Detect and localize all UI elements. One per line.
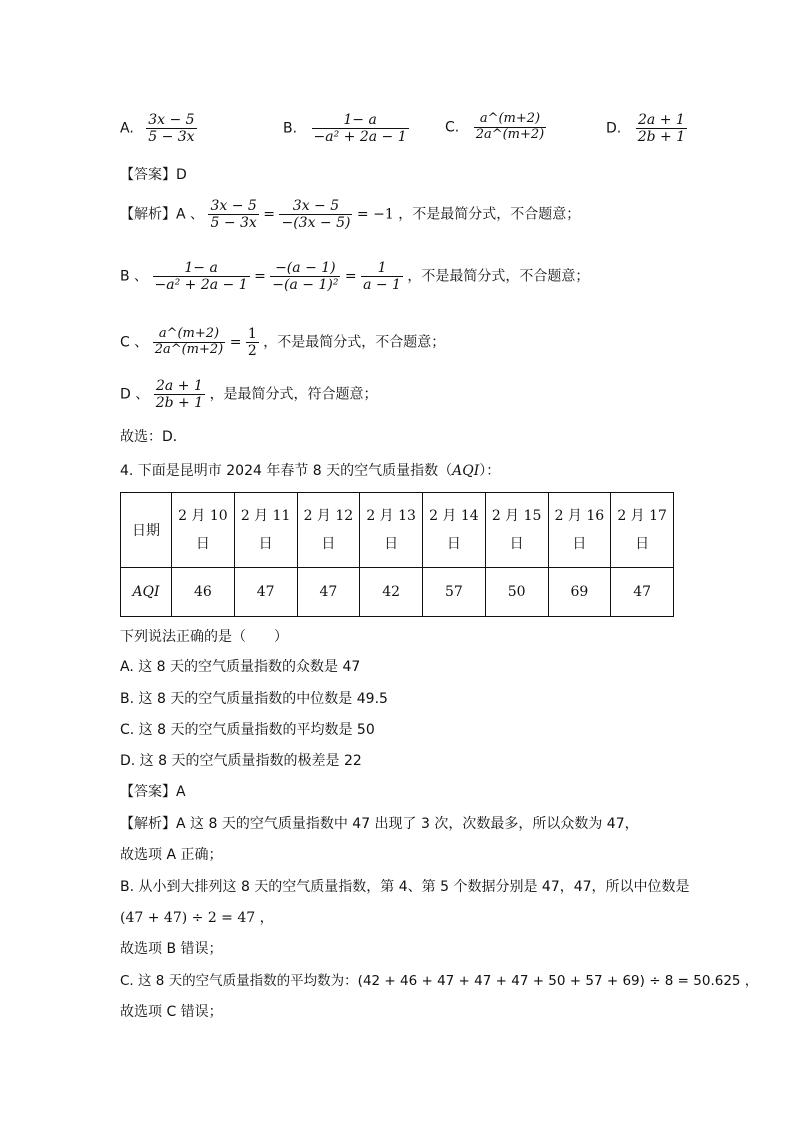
q4-analysis-line-7: 故选项 C 错误； xyxy=(120,1004,223,1020)
analysis-a-prefix: 【解析】A 、 xyxy=(120,206,205,223)
q4-prompt: 下列说法正确的是（ ） xyxy=(120,629,288,645)
date-cell xyxy=(234,493,297,568)
analysis-d-fraction-1 xyxy=(154,378,205,411)
date-top: 2 月 14 xyxy=(429,508,479,524)
q4-analysis-line-1: 【解析】A 这 8 天的空气质量指数中 47 出现了 3 次，次数最多，所以众数为 47， xyxy=(120,816,639,832)
q4-option-c: C. 这 8 天的空气质量指数的平均数是 50 xyxy=(120,722,375,738)
option-b-fraction xyxy=(312,112,409,145)
option-d-fraction xyxy=(636,112,687,145)
option-c xyxy=(445,112,546,143)
analysis-b-fraction-1 xyxy=(153,260,250,293)
date-bottom: 日 xyxy=(572,536,587,552)
analysis-a-result: = −1 xyxy=(356,206,394,223)
analysis-c-fraction-2 xyxy=(246,326,259,359)
date-top: 2 月 15 xyxy=(491,508,542,524)
q3-analysis-b: B 、 $\frac{1- a}{\text{−a² + 2a − 1}}$ = $\frac{-(a - 1)}{\text{−(a − 1)²}}$ = $\frac{1}{a - 1}$ ，不是最简分式，不合题意； xyxy=(120,260,590,294)
option-b-numerator: 1− a xyxy=(312,112,409,129)
q3-analysis-a: 【解析】A 、 $\frac{3x - 5}{5 - 3x}$ = $\frac{3x - 5}{-(3x - 5)}$ = −1 ，不是最简分式，不合题意； xyxy=(120,198,581,232)
q3-analysis-d xyxy=(120,378,378,411)
option-c-numerator: a^(m+2) xyxy=(474,112,547,128)
denominator: −a² + 2a − 1 xyxy=(154,277,248,294)
analysis-c-prefix: C 、 xyxy=(120,334,149,351)
option-d-denominator: 2b + 1 xyxy=(637,129,686,146)
option-c-label: C. xyxy=(445,119,460,136)
option-d-numerator: 2a + 1 xyxy=(636,112,687,129)
q4-analysis-line-4: (47 + 47) ÷ 2 = 47 ， xyxy=(120,910,274,926)
q4-answer: 【答案】A xyxy=(120,784,186,800)
option-b xyxy=(283,112,409,145)
aqi-value: 46 xyxy=(172,568,235,617)
table-row-dates xyxy=(121,493,674,568)
analysis-b-fraction-3 xyxy=(361,260,403,293)
analysis-d-prefix: D 、 xyxy=(120,386,150,403)
numerator: −(a − 1) xyxy=(270,260,340,277)
denominator: 5 − 3x xyxy=(210,215,257,232)
numerator: 3x − 5 xyxy=(279,198,352,215)
date-cell xyxy=(611,493,674,568)
q4-analysis-line-3: B. 从小到大排列这 8 天的空气质量指数，第 4、第 5 个数据分别是 47，47，所以中位数是 xyxy=(120,879,690,895)
numerator: 2a + 1 xyxy=(154,378,205,395)
q4-analysis-line-2: 故选项 A 正确； xyxy=(120,847,223,863)
date-cell xyxy=(297,493,360,568)
denominator: 2b + 1 xyxy=(155,395,204,412)
date-bottom: 日 xyxy=(384,536,399,552)
aqi-value: 42 xyxy=(360,568,423,617)
numerator: 3x − 5 xyxy=(210,198,257,214)
q3-answer: 【答案】D xyxy=(120,167,187,183)
option-d-label: D. xyxy=(606,120,622,137)
numerator: a^(m+2) xyxy=(153,327,226,343)
date-cell xyxy=(172,493,235,568)
q3-conclusion: 故选：D． xyxy=(120,429,187,445)
date-bottom: 日 xyxy=(635,536,650,552)
option-a-fraction xyxy=(146,112,196,145)
date-cell xyxy=(423,493,486,568)
aqi-table xyxy=(120,492,674,617)
q4-option-b: B. 这 8 天的空气质量指数的中位数是 49.5 xyxy=(120,691,388,707)
analysis-b-text: ，不是最简分式，不合题意； xyxy=(407,268,590,285)
option-b-label: B. xyxy=(283,120,298,137)
date-top: 2 月 13 xyxy=(366,508,416,524)
denominator: −(a − 1)² xyxy=(272,277,339,294)
q4-analysis-line-6: C. 这 8 天的空气质量指数的平均数为：(42 + 46 + 47 + 47 + 47 + 50 + 57 + 69) ÷ 8 = 50.625 ， xyxy=(120,973,759,989)
denominator: a − 1 xyxy=(363,277,401,294)
date-bottom: 日 xyxy=(258,536,273,552)
q4-option-a: A. 这 8 天的空气质量指数的众数是 47 xyxy=(120,659,361,675)
date-cell xyxy=(485,493,548,568)
option-a-numerator: 3x − 5 xyxy=(148,112,195,128)
date-bottom: 日 xyxy=(509,536,524,552)
table-header-aqi: AQI xyxy=(121,568,172,617)
date-bottom: 日 xyxy=(446,536,461,552)
table-header-date: 日期 xyxy=(121,493,172,568)
analysis-c-fraction-1 xyxy=(153,327,226,358)
numerator: 1 xyxy=(247,326,257,342)
denominator: 2 xyxy=(247,343,257,360)
analysis-b-prefix: B 、 xyxy=(120,268,149,285)
date-top: 2 月 12 xyxy=(303,508,354,524)
q4-stem-variable: AQI xyxy=(452,463,480,479)
aqi-value: 69 xyxy=(548,568,611,617)
q4-option-d: D. 这 8 天的空气质量指数的极差是 22 xyxy=(120,753,362,769)
q4-analysis-line-5: 故选项 B 错误； xyxy=(120,941,223,957)
option-c-fraction xyxy=(474,112,547,143)
q4-stem-text: 4. 下面是昆明市 2024 年春节 8 天的空气质量指数（ xyxy=(120,463,453,479)
option-a-label: A. xyxy=(120,120,134,137)
analysis-d-text: ，是最简分式，符合题意； xyxy=(209,386,378,403)
analysis-c-text: ，不是最简分式，不合题意； xyxy=(263,334,446,351)
option-c-denominator: 2a^(m+2) xyxy=(475,126,545,142)
aqi-value: 50 xyxy=(485,568,548,617)
date-bottom: 日 xyxy=(321,536,336,552)
analysis-a-fraction-2 xyxy=(279,198,352,231)
denominator: 2a^(m+2) xyxy=(154,342,224,358)
aqi-value: 47 xyxy=(297,568,360,617)
option-a xyxy=(120,112,197,145)
date-cell xyxy=(548,493,611,568)
aqi-value: 47 xyxy=(611,568,674,617)
q3-analysis-c: C 、 $\frac{a\^{}(m+2)}{2a\^{}(m+2)}$ = $\frac{1}{2}$ ，不是最简分式，不合题意； xyxy=(120,326,446,360)
date-bottom: 日 xyxy=(195,536,210,552)
analysis-b-fraction-2 xyxy=(270,260,340,293)
aqi-value: 47 xyxy=(234,568,297,617)
option-d xyxy=(606,112,687,145)
numerator: 1− a xyxy=(153,260,250,277)
numerator: 1 xyxy=(361,260,403,277)
analysis-a-fraction-1 xyxy=(208,198,258,231)
date-top: 2 月 11 xyxy=(240,508,291,524)
date-top: 2 月 16 xyxy=(554,508,605,524)
date-cell xyxy=(360,493,423,568)
date-top: 2 月 17 xyxy=(617,508,667,524)
analysis-a-text: ，不是最简分式，不合题意； xyxy=(398,206,581,223)
q4-stem xyxy=(120,460,500,480)
denominator: −(3x − 5) xyxy=(281,215,351,232)
date-top: 2 月 10 xyxy=(178,508,228,524)
table-row-aqi xyxy=(121,568,674,617)
aqi-value: 57 xyxy=(423,568,486,617)
option-b-denominator: −a² + 2a − 1 xyxy=(313,129,407,146)
q4-stem-end: ）： xyxy=(479,463,501,479)
option-a-denominator: 5 − 3x xyxy=(148,129,195,146)
